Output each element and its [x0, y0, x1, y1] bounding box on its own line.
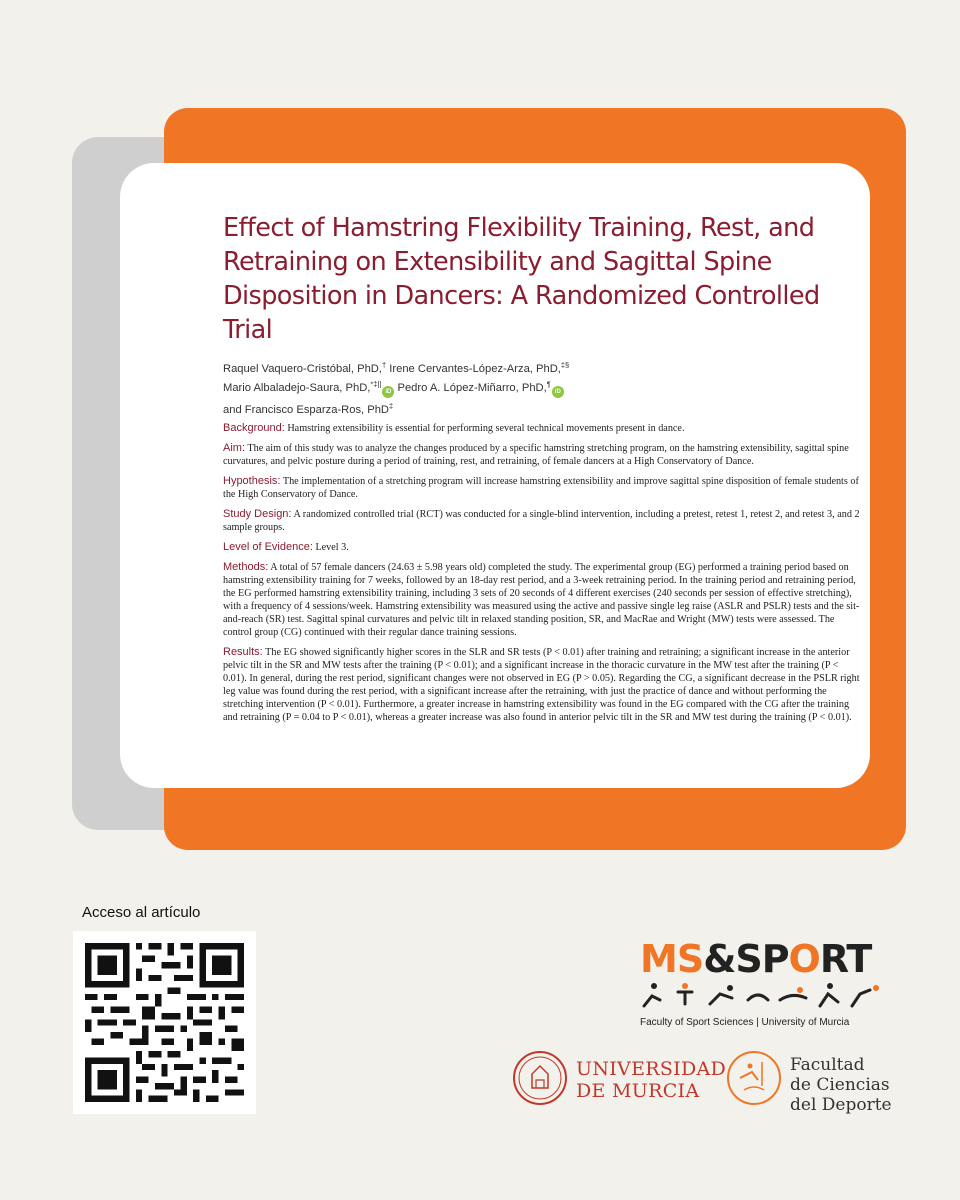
abstract-aim: Aim: The aim of this study was to analyze the changes produced by a specific hamstring stretching program, on the hamstring extensibility, sagittal spine curvatures, and pelvic posture during a period of training, rest, and retraining, of female dancers at a High Conservatory of Dance. [223, 442, 849, 467]
qr-code-icon [85, 943, 244, 1102]
abstract-methods: Methods: A total of 57 female dancers (24.63 ± 5.98 years old) completed the study. The experimental group (EG) performed a training period based on hamstring extensibility training for 7 weeks, followed by an 18-day rest period, and a 3-week retraining period. In the training period and retraining period, the EG performed hamstring extensibility training, including 3 sets of 20 seconds of 4 different exercises (240 seconds per session of effective stretching), with a frequency of 4 sessions/week. Hamstring extensibility was measured using the active and passive single leg raise (ASLR and PSLR) tests and the sit-and-reach (SR) test. Sagittal spinal curvatures and pelvic tilt in relaxed standing position, SR, and MacRae and Wright (MW) tests were assessed. The control group (CG) continued with their regular dance training sessions. [223, 561, 860, 638]
faculty-name: Facultad de Ciencias del Deporte [790, 1055, 892, 1115]
athlete-silhouettes-icon [640, 980, 886, 1010]
abstract-background: Background: Hamstring extensibility is essential for performing several technical movements present in dance. [223, 422, 685, 434]
abstract-study-design: Study Design: A randomized controlled trial (RCT) was conducted for a single-blind intervention, including a pretest, retest 1, retest 2, and retest 3, and 2 sample groups. [223, 508, 860, 533]
author-3: Mario Albaladejo-Saura, PhD,*‡||iD [223, 382, 394, 394]
access-label: Acceso al artículo [82, 904, 201, 921]
article-title: Effect of Hamstring Flexibility Training, Rest, and Retraining on Extensibility and Sagittal Spine Disposition in Dancers: A Randomized Controlled Trial [223, 213, 820, 345]
author-2: Irene Cervantes-López-Arza, PhD,‡§ [389, 360, 570, 375]
university-name: UNIVERSIDAD DE MURCIA [576, 1058, 727, 1102]
abstract-hypothesis: Hypothesis: The implementation of a stretching program will increase hamstring extensibility and improve sagittal spine disposition of female students of the High Conservatory of Dance. [223, 475, 859, 500]
article-header [223, 211, 823, 418]
author-list [223, 357, 823, 418]
faculty-emblem-icon [726, 1050, 782, 1106]
ms-sport-caption: Faculty of Sport Sciences | University of Murcia [640, 1017, 850, 1028]
ms-sport-logo [640, 938, 890, 1028]
orcid-icon[interactable]: iD [382, 386, 394, 398]
author-4: Pedro A. López-Miñarro, PhD,¶iD [398, 382, 564, 394]
article-preview[interactable] [120, 163, 870, 788]
qr-code[interactable] [73, 931, 256, 1114]
abstract-results: Results: The EG showed significantly higher scores in the SLR and SR tests (P < 0.01) after training and retraining; a significant increase in the anterior pelvic tilt in the SR and MW tests after the training (P < 0.01); and a significant increase in the thoracic curvature in the MW test after the training (P < 0.01). In general, during the rest period, significant changes were not observed in EG (P > 0.05). Regarding the CG, a significant decrease in the PSLR right leg value was found during the rest period, with a significant increase after the retraining, with just the practice of dance and without performing the stretching intervention (P < 0.01). Furthermore, a greater increase in hamstring extensibility was found in the EG compared with the CG after the training and retraining (P = 0.04 to P < 0.01), whereas a greater increase was also found in anterior pelvic tilt in the SR and MW test during the training (P < 0.01). [223, 646, 860, 723]
abstract [223, 422, 863, 731]
author-5: and Francisco Esparza-Ros, PhD‡ [223, 401, 394, 417]
abstract-level-of-evidence: Level of Evidence: Level 3. [223, 541, 349, 553]
author-1: Raquel Vaquero-Cristóbal, PhD,† [223, 360, 387, 375]
orcid-icon[interactable]: iD [552, 386, 564, 398]
university-seal-icon [512, 1050, 568, 1106]
ms-sport-wordmark: MS&SPORT [640, 937, 872, 981]
